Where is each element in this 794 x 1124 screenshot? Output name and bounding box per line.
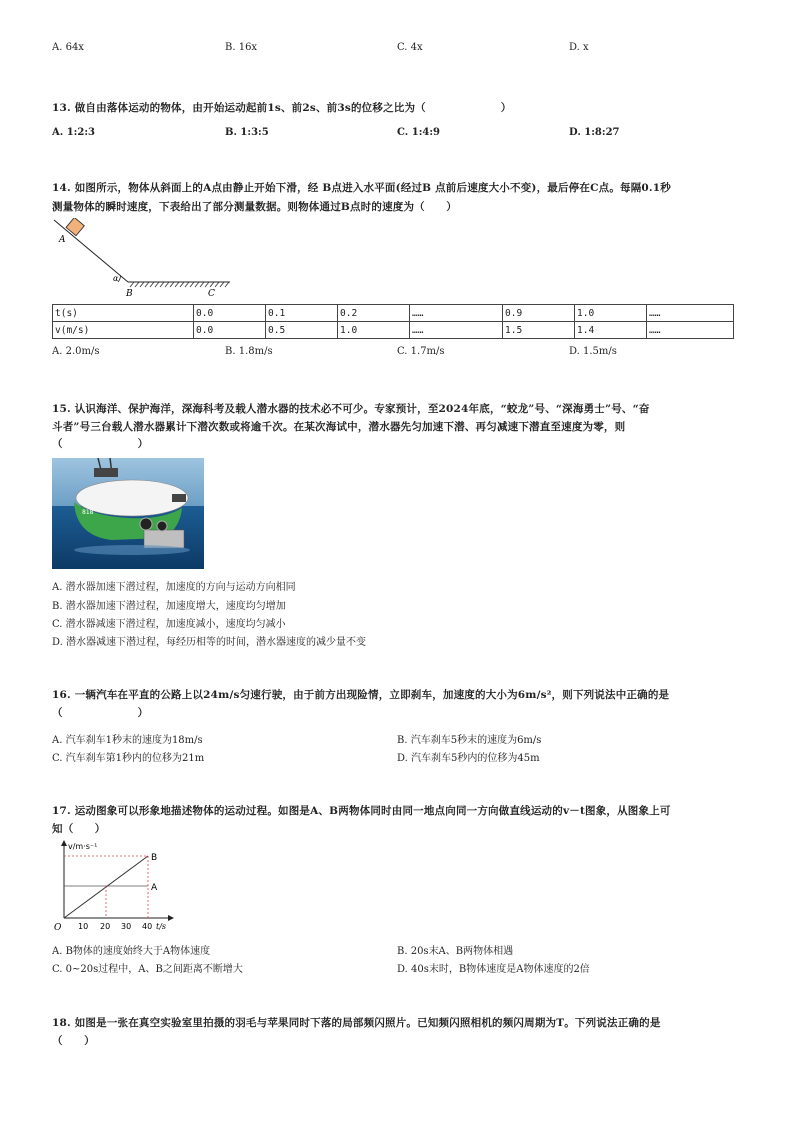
table-cell: 0.0	[194, 322, 266, 339]
q15-stem-line1: 15. 认识海洋、保护海洋，深海科考及载人潜水器的技术必不可少。专家预计，至2024年底，“蛟龙”号、“深海勇士”号、“奋	[52, 403, 650, 415]
label-c: C	[208, 289, 215, 299]
q15-option-d: D. 潜水器减速下潜过程，每经历相等的时间，潜水器速度的减少量不变	[52, 637, 367, 648]
line-b-label: B	[151, 853, 158, 863]
q12-option-c: C. 4x	[397, 42, 423, 53]
q16-option-d: D. 汽车刹车5秒内的位移为45m	[397, 753, 540, 764]
table-cell: 0.5	[266, 322, 338, 339]
x-tick-40: 40	[142, 922, 153, 931]
q15-option-c: C. 潜水器减速下潜过程，加速度减小，速度均匀减小	[52, 619, 286, 630]
q17-option-d: D. 40s末时，B物体速度是A物体速度的2倍	[397, 964, 590, 975]
q17-option-a: A. B物体的速度始终大于A物体速度	[52, 946, 211, 957]
y-axis-label: v/m·s⁻¹	[68, 842, 98, 851]
q18-stem-line2: （ ）	[52, 1035, 95, 1047]
q14-option-b: B. 1.8m/s	[225, 346, 273, 357]
sliding-block	[66, 218, 84, 236]
q13-option-d: D. 1:8:27	[569, 127, 620, 138]
label-alpha: α	[113, 274, 119, 283]
table-cell: 1.0	[575, 305, 647, 322]
table-cell: ……	[647, 305, 734, 322]
table-cell: 0.2	[338, 305, 410, 322]
label-b: B	[126, 289, 133, 299]
table-cell: 0.9	[503, 305, 575, 322]
ground-hatching	[130, 282, 229, 287]
origin-label: O	[54, 923, 62, 932]
q14-option-c: C. 1.7m/s	[397, 346, 445, 357]
vt-graph	[52, 838, 182, 932]
q16-stem-line1: 16. 一辆汽车在平直的公路上以24m/s匀速行驶，由于前方出现险情，立即刹车，加速度的大小为6m/s²，则下列说法中正确的是	[52, 689, 670, 701]
q12-option-d: D. x	[569, 42, 589, 53]
q15-option-a: A. 潜水器加速下潜过程，加速度的方向与运动方向相同	[52, 582, 296, 593]
q15-option-b: B. 潜水器加速下潜过程，加速度增大，速度均匀增加	[52, 601, 286, 612]
q13-option-a: A. 1:2:3	[52, 127, 95, 138]
table-row	[53, 305, 734, 322]
submersible-photo	[52, 458, 204, 569]
q13-option-c: C. 1:4:9	[397, 127, 441, 138]
table-cell: ……	[647, 322, 734, 339]
q17-stem-line1: 17. 运动图象可以形象地描述物体的运动过程。如图是A、B两物体同时由同一地点向同一方向做直线运动的v－t图象，从图象上可	[52, 805, 671, 817]
hull-number: 818	[82, 509, 94, 516]
q13-option-b: B. 1:3:5	[225, 127, 269, 138]
q16-option-c: C. 汽车刹车第1秒内的位移为21m	[52, 753, 205, 764]
q15-stem-line2: 斗者”号三台载人潜水器累计下潜次数或将逾千次。在某次海试中，潜水器先匀加速下潜、再匀减速下潜直至速度为零，则	[52, 421, 626, 433]
table-cell: 0.1	[266, 305, 338, 322]
x-tick-10: 10	[78, 922, 89, 931]
table-cell: v(m/s)	[53, 322, 194, 339]
table-cell: ……	[410, 322, 503, 339]
table-cell: t(s)	[53, 305, 194, 322]
table-row	[53, 322, 734, 339]
q14-data-table	[52, 304, 734, 339]
q14-option-a: A. 2.0m/s	[52, 346, 100, 357]
x-axis-label: t/s	[156, 922, 167, 931]
q13-stem: 13. 做自由落体运动的物体，由开始运动起前1s、前2s、前3s的位移之比为（ ）	[52, 102, 512, 114]
x-tick-20: 20	[100, 922, 111, 931]
incline-figure	[52, 218, 242, 300]
q12-option-a: A. 64x	[52, 42, 84, 53]
label-a: A	[59, 235, 66, 245]
q16-option-a: A. 汽车刹车1秒末的速度为18m/s	[52, 735, 203, 746]
table-cell: 0.0	[194, 305, 266, 322]
q16-stem-line2: （ ）	[52, 707, 149, 719]
q16-option-b: B. 汽车刹车5秒末的速度为6m/s	[397, 735, 542, 746]
q12-option-b: B. 16x	[225, 42, 258, 53]
table-cell: ……	[410, 305, 503, 322]
incline-surface	[54, 220, 128, 282]
line-a-label: A	[151, 883, 158, 893]
q17-option-b: B. 20s末A、B两物体相遇	[397, 946, 514, 957]
table-cell: 1.0	[338, 322, 410, 339]
x-tick-30: 30	[121, 922, 132, 931]
q17-stem-line2: 知（ ）	[52, 823, 106, 835]
q17-option-c: C. 0~20s过程中，A、B之间距离不断增大	[52, 964, 243, 975]
q15-stem-line3: （ ）	[52, 438, 149, 450]
q18-stem-line1: 18. 如图是一张在真空实验室里拍摄的羽毛与苹果同时下落的局部频闪照片。已知频闪照相机的频闪周期为T。下列说法正确的是	[52, 1017, 661, 1029]
q14-stem-line2: 测量物体的瞬时速度，下表给出了部分测量数据。则物体通过B点时的速度为（ ）	[52, 201, 457, 213]
q14-stem-line1: 14. 如图所示，物体从斜面上的A点由静止开始下滑，经 B点进入水平面(经过B 点前后速度大小不变)，最后停在C点。每隔0.1秒	[52, 182, 671, 194]
table-cell: 1.5	[503, 322, 575, 339]
table-cell: 1.4	[575, 322, 647, 339]
q14-option-d: D. 1.5m/s	[569, 346, 617, 357]
